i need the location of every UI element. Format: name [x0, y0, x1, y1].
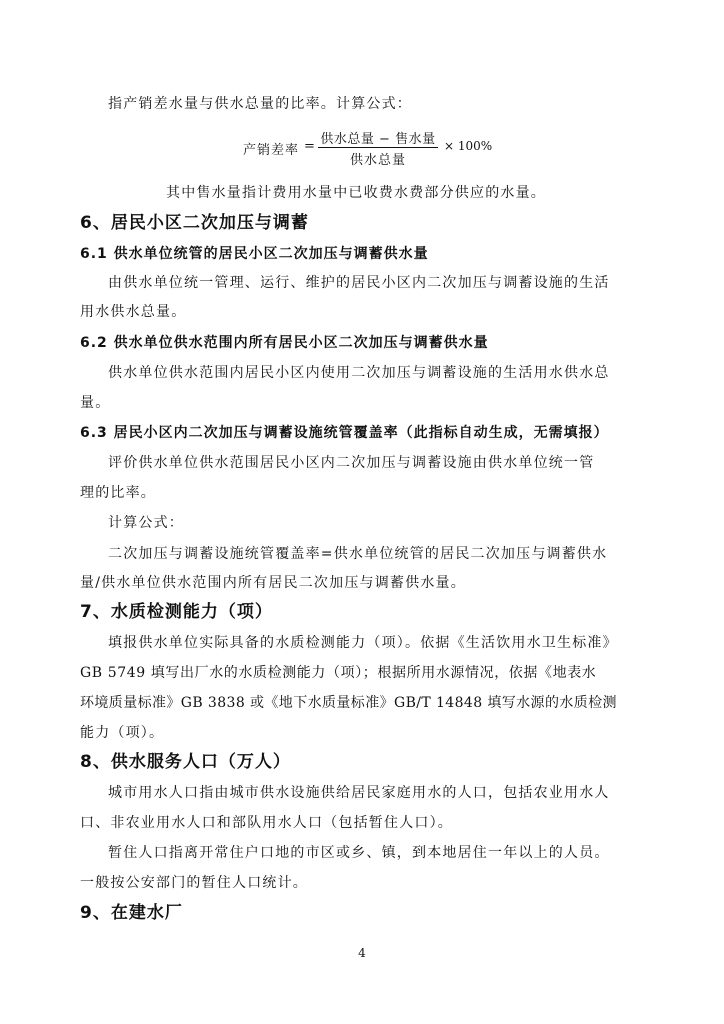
page-number: 4: [358, 946, 366, 960]
paragraph-line: 环境质量标准》GB 3838 或《地下水质量标准》GB/T 14848 填写水源的水质检测: [80, 695, 617, 711]
paragraph-line: 暂住人口指离开常住户口地的市区或乡、镇，到本地居住一年以上的人员。: [108, 845, 610, 861]
subsection-heading: 6.3 居民小区内二次加压与调蓄设施统管覆盖率（此指标自动生成，无需填报）: [80, 425, 609, 441]
subsection-heading: 6.1 供水单位统管的居民小区二次加压与调蓄供水量: [80, 246, 429, 262]
paragraph-line: 计算公式：: [108, 515, 184, 531]
paragraph-line: 一般按公安部门的暂住人口统计。: [80, 875, 308, 891]
formula-denominator: 供水总量: [349, 153, 406, 168]
paragraph-line: 供水单位供水范围内居民小区内使用二次加压与调蓄设施的生活用水供水总: [108, 365, 610, 381]
paragraph-line: 能力（项）。: [80, 725, 165, 741]
paragraph-line: 其中售水量指计费用水量中已收费水费部分供应的水量。: [166, 185, 546, 201]
formula-block: [0, 128, 724, 168]
paragraph-line: 口、非农业用水人口和部队用水人口（包括暂住人口）。: [80, 815, 453, 831]
paragraph-line: 量。: [80, 395, 111, 411]
section-heading: 8、供水服务人口（万人）: [80, 752, 291, 772]
paragraph-line: 量/供水单位供水范围内所有居民二次加压与调蓄供水量。: [80, 575, 466, 591]
fraction-bar: [318, 147, 438, 148]
formula-multiplier: × 100%: [444, 139, 493, 153]
formula-equals: =: [304, 139, 315, 154]
subsection-heading: 6.2 供水单位供水范围内所有居民小区二次加压与调蓄供水量: [80, 335, 489, 351]
paragraph-line: 评价供水单位供水范围居民小区内二次加压与调蓄设施由供水单位统一管: [108, 455, 595, 471]
section-heading: 9、在建水厂: [80, 903, 183, 923]
section-heading: 6、居民小区二次加压与调蓄: [80, 213, 309, 233]
paragraph-line: 理的比率。: [80, 485, 156, 501]
paragraph-line: 填报供水单位实际具备的水质检测能力（项）。依据《生活饮用水卫生标准》: [108, 635, 618, 651]
paragraph-line: 用水供水总量。: [80, 304, 187, 320]
paragraph-line: 由供水单位统一管理、运行、维护的居民小区内二次加压与调蓄设施的生活: [108, 275, 610, 291]
intro-line: 指产销差水量与供水总量的比率。计算公式：: [108, 96, 412, 112]
section-heading: 7、水质检测能力（项）: [80, 602, 273, 622]
paragraph-line: 二次加压与调蓄设施统管覆盖率=供水单位统管的居民二次加压与调蓄供水: [108, 546, 608, 562]
formula-numerator: 供水总量 − 售水量: [320, 132, 436, 147]
paragraph-line: 城市用水人口指由城市供水设施供给居民家庭用水的人口，包括农业用水人: [108, 785, 610, 801]
paragraph-line: GB 5749 填写出厂水的水质检测能力（项）；根据所用水源情况，依据《地表水: [80, 665, 597, 681]
formula-label: 产销差率: [243, 143, 300, 158]
